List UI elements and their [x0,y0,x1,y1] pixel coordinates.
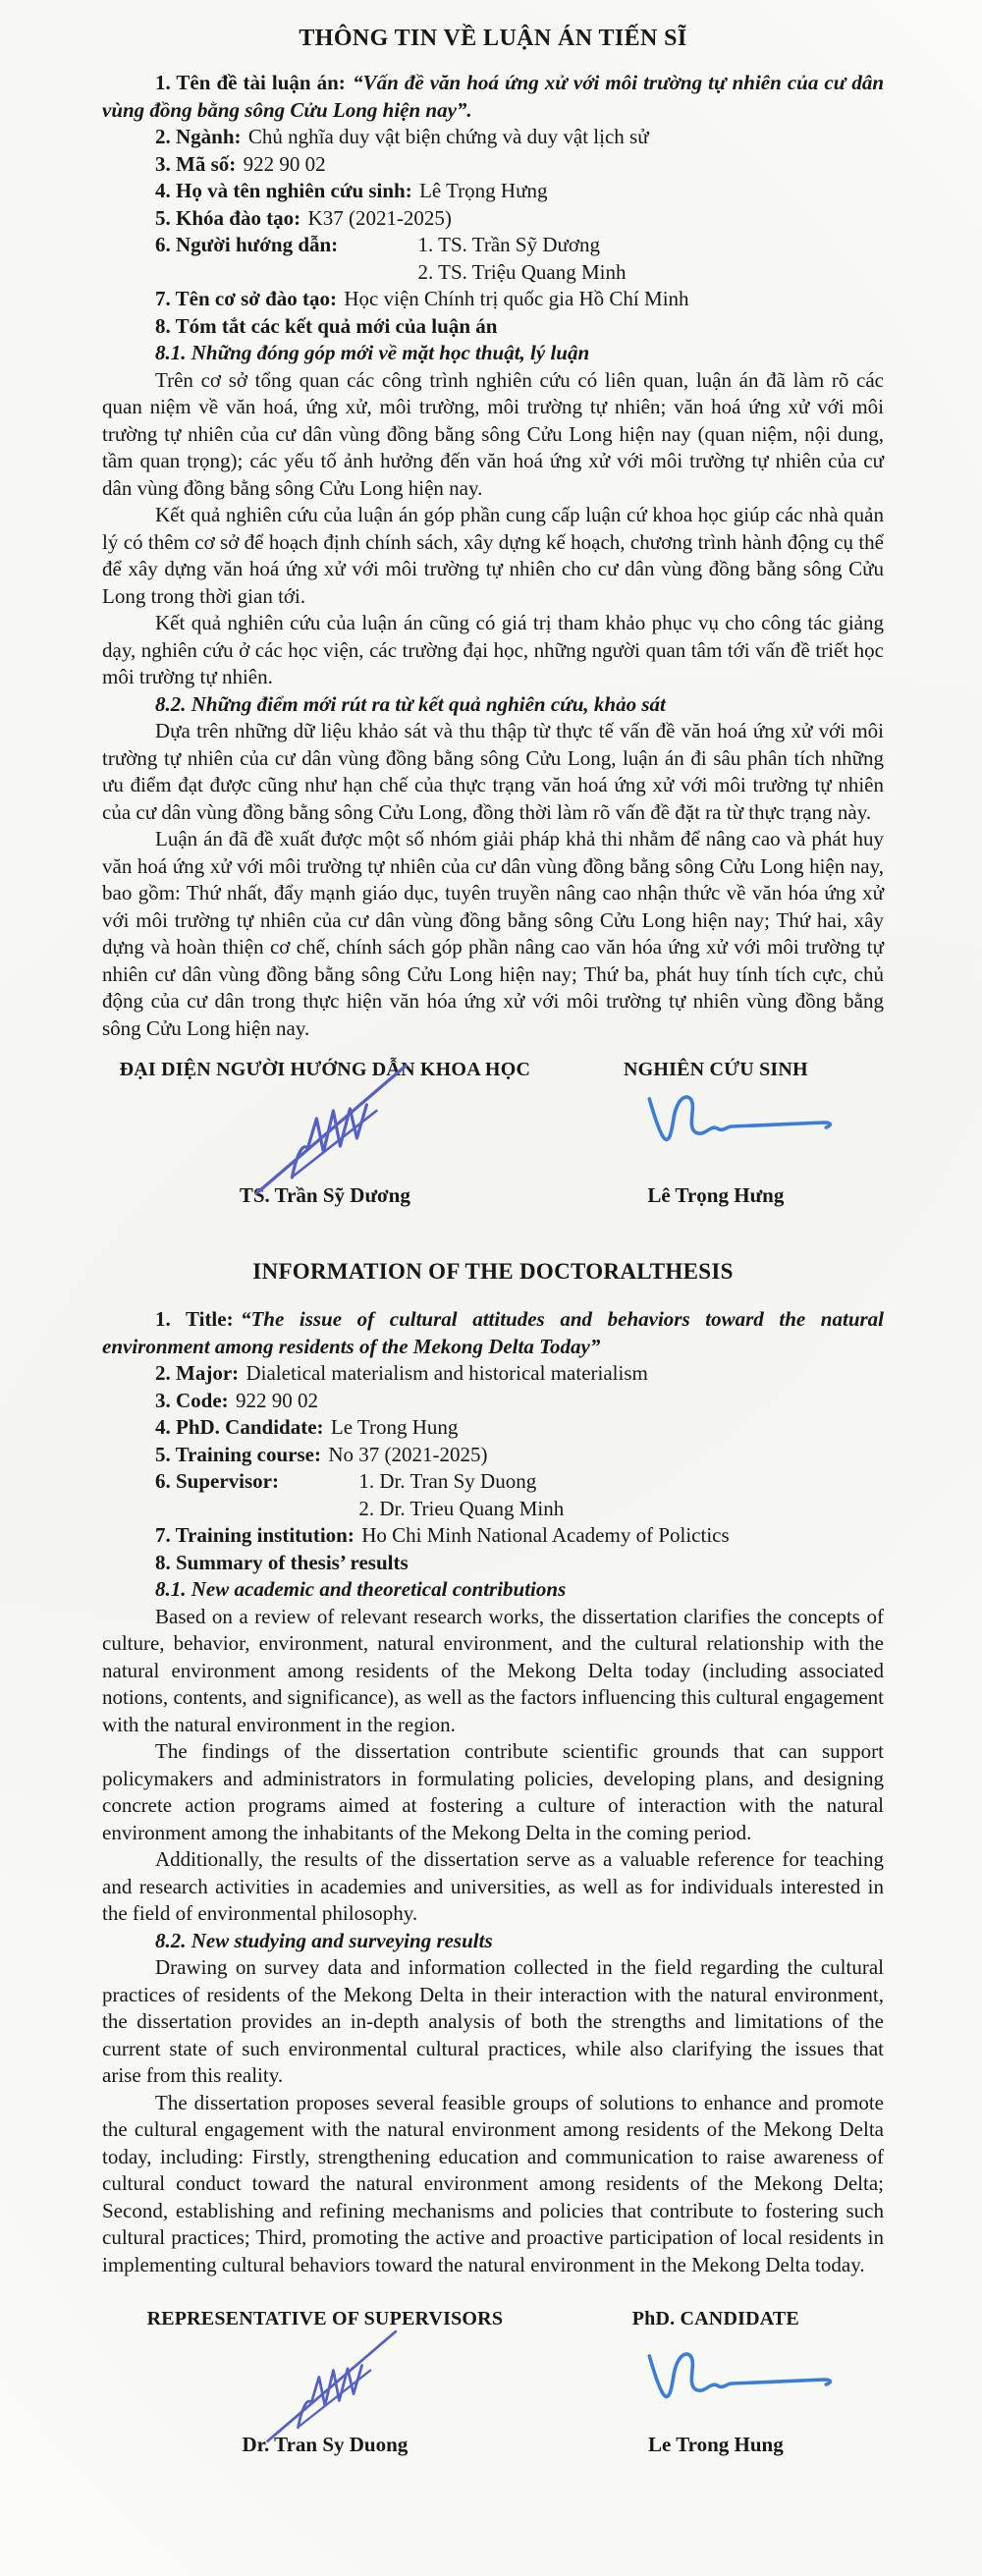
vi-paragraph: Luận án đã đề xuất được một số nhóm giải pháp khả thi nhằm để nâng cao và phát huy văn hoá ứng xử với môi trường tự nhiên của cư dân vùng đồng bằng sông Cửu Long hiện nay, bao gồm: Thứ nhất, đẩy mạnh giáo dục, tuyên truyền nâng cao nhận thức về văn hóa ứng xử với môi trường tự nhiên của cư dân vùng đồng bằng sông Cửu Long hiện nay; Thứ hai, xây dựng và hoàn thiện cơ chế, chính sách góp phần nâng cao văn hóa ứng xử với môi trường tự nhiên cư dân vùng đồng bằng sông Cửu Long hiện nay; Thứ ba, phát huy tính tích cực, chủ động của cư dân trong thực hiện văn hóa ứng xử với môi trường tự nhiên vùng đồng bằng sông Cửu Long hiện nay. [102,827,884,1040]
supervisor-lines [305,1468,564,1522]
vi-paragraph: Dựa trên những dữ liệu khảo sát và thu thập từ thực tế vấn đề văn hoá ứng xử với môi trường tự nhiên của cư dân vùng đồng bằng sông Cửu Long, luận án đi sâu phân tích những ưu điểm đạt được cũng như hạn chế của thực trạng văn hoá ứng xử với môi trường tự nhiên của cư dân vùng đồng bằng sông Cửu Long, đồng thời làm rõ vấn đề đặt ra từ thực trạng này. [102,719,884,824]
field-label: 1. Tên đề tài luận án: [155,71,346,94]
en-signature-block [102,2308,884,2457]
candidate-signature-area [548,2330,884,2433]
vi-subheading-8-1 [102,340,884,367]
vietnamese-section [102,0,884,1208]
signature-labels-row [102,1059,884,1081]
en-subheading-8-2 [102,1928,884,1955]
field-value: 922 90 02 [243,151,326,176]
vi-subheading-8-2 [102,691,884,719]
supervisor-2: 2. Dr. Trieu Quang Minh [358,1496,565,1520]
supervisor-name: TS. Trần Sỹ Dương [239,1183,410,1207]
field-value: K37 (2021-2025) [307,205,452,230]
en-paragraph: Additionally, the results of the dissertation serve as a valuable reference for teaching and research activities in academies and universities, as well as for individuals interested in the field of environmental philosophy. [102,1847,884,1925]
field-label: 2. Ngành: [155,125,242,148]
en-field-code [102,1388,884,1415]
subsection-heading: 8.1. New academic and theoretical contributions [155,1577,567,1601]
supervisor-signature-area [102,1081,548,1183]
vi-summary-heading [102,313,884,341]
english-section [102,1259,884,2487]
section-heading: 8. Summary of thesis’ results [155,1550,409,1574]
en-field-major [102,1360,884,1388]
vi-document-title: THÔNG TIN VỀ LUẬN ÁN TIẾN SĨ [299,26,687,51]
thesis-title-value: “Vấn đề văn hoá ứng xử với môi trường tự nhiên của cư dân vùng đồng bằng sông Cửu Long hiện nay”. [102,71,884,122]
subsection-heading: 8.1. Những đóng góp mới về mặt học thuật, lý luận [155,341,590,364]
field-value: Lê Trọng Hưng [419,179,548,202]
candidate-signature-icon [635,2344,846,2421]
signature-ink-row [102,1081,884,1183]
vi-body [102,70,884,1042]
field-label: 2. Major: [155,1361,240,1385]
subsection-heading: 8.2. New studying and surveying results [155,1928,493,1952]
en-field-course [102,1442,884,1469]
field-value: Học viện Chính trị quốc gia Hồ Chí Minh [344,287,689,310]
field-value: Chủ nghĩa duy vật biện chứng và duy vật lịch sử [247,125,649,148]
en-paragraph: Drawing on survey data and information collected in the field regarding the cultural practices of residents of the Mekong Delta in their interaction with the natural environment, the dissertation provides an in-depth analysis of both the strengths and limitations of the current state of such environmental cultural practices, while also clarifying the issues that arise from this reality. [102,1955,884,2087]
field-label: 3. Code: [155,1388,229,1412]
en-field-supervisors [102,1468,884,1522]
supervisor-lines [365,232,627,286]
bottom-margin [102,2457,884,2487]
signature-names-row [102,1183,884,1208]
signature-labels-row [102,2308,884,2330]
field-label: 5. Training course: [155,1442,321,1466]
field-label: 4. Họ và tên nghiên cứu sinh: [155,179,412,202]
en-summary-heading [102,1550,884,1577]
thesis-title-value: “The issue of cultural attitudes and behaviors toward the natural environment among residents of the Mekong Delta Today” [102,1307,885,1358]
candidate-name: Lê Trọng Hưng [647,1183,785,1207]
field-label: 4. PhD. Candidate: [155,1415,324,1439]
candidate-signature-area [548,1081,884,1183]
field-label: 7. Training institution: [155,1523,355,1547]
field-value: 922 90 02 [236,1388,319,1412]
candidate-name: Le Trong Hung [648,2433,784,2456]
en-field-candidate [102,1414,884,1442]
en-paragraph: The dissertation proposes several feasible groups of solutions to enhance and promote the cultural engagement with the natural environment among residents of the Mekong Delta today, including: Firstly, strengthening education and communication to raise awareness of cultural conduct toward the natural environment among residents of the Mekong Delta; Second, establishing and refining mechanisms and policies that contribute to fostering such cultural practices; Third, promoting the active and proactive participation of local residents in implementing cultural behaviors toward the natural environment in the Mekong Delta today. [102,2090,884,2276]
en-field-institution [102,1522,884,1550]
vi-field-major [102,124,884,151]
field-value: Ho Chi Minh National Academy of Polictics [361,1523,730,1547]
supervisor-1: 1. Dr. Tran Sy Duong [358,1469,537,1493]
supervisor-2: 2. TS. Triệu Quang Minh [417,259,627,284]
en-item-thesis-title [102,1306,884,1360]
vi-item-thesis-title [102,70,884,124]
vi-paragraph: Kết quả nghiên cứu của luận án góp phần cung cấp luận cứ khoa học giúp các nhà quản lý có thêm cơ sở để hoạch định chính sách, xây dựng kế hoạch, chương trình hành động cụ thể để xây dựng văn hoá ứng xử với môi trường tự nhiên cho cư dân vùng đồng bằng sông Cửu Long trong thời gian tới. [102,503,884,608]
vi-field-course [102,205,884,233]
field-label: 6. Supervisor: [155,1469,279,1493]
signature-names-row [102,2433,884,2457]
vi-paragraph: Kết quả nghiên cứu của luận án cũng có giá trị tham khảo phục vụ cho công tác giảng dạy, nghiên cứu ở các học viện, các trường đại học, những người quan tâm tới vấn đề triết học môi trường tự nhiên. [102,611,884,688]
vi-paragraph: Trên cơ sở tổng quan các công trình nghiên cứu có liên quan, luận án đã làm rõ các quan niệm về văn hoá, ứng xử, môi trường, môi trường tự nhiên; văn hoá ứng xử với môi trường tự nhiên của cư dân vùng đồng bằng sông Cửu Long hiện nay (quan niệm, nội dung, tầm quan trọng); các yếu tố ảnh hưởng đến văn hoá ứng xử với môi trường tự nhiên của cư dân vùng đồng bằng sông Cửu Long hiện nay. [102,367,884,500]
vi-field-candidate [102,178,884,205]
vi-field-institution [102,286,884,313]
en-paragraph: Based on a review of relevant research works, the dissertation clarifies the concepts of culture, behavior, environment, natural environment, and the cultural relationship with the natural environment among residents of the Mekong Delta today (including associated notions, contents, and significance), as well as the factors influencing this cultural engagement with the natural environment in the region. [102,1604,884,1736]
en-subheading-8-1 [102,1576,884,1604]
supervisor-signature-icon [250,1060,427,1197]
field-value: Le Trong Hung [330,1415,459,1439]
field-value: No 37 (2021-2025) [328,1442,488,1466]
en-paragraph: The findings of the dissertation contribute scientific grounds that can support policymakers and administrators in formulating policies, developing plans, and designing concrete action programs aimed at fostering a culture of interaction with the natural environment among the inhabitants of the Mekong Delta in the coming period. [102,1739,884,1844]
subsection-heading: 8.2. Những điểm mới rút ra từ kết quả nghiên cứu, khảo sát [155,691,666,716]
candidate-signature-label: NGHIÊN CỨU SINH [623,1059,808,1080]
supervisor-signature-label: ĐẠI DIỆN NGƯỜI HƯỚNG DẪN KHOA HỌC [119,1059,531,1080]
en-document-title: INFORMATION OF THE DOCTORALTHESIS [252,1259,734,1284]
candidate-signature-label: PhD. CANDIDATE [631,2308,799,2329]
vi-signature-block [102,1059,884,1208]
field-value: Dialetical materialism and historical materialism [246,1361,648,1385]
supervisor-signature-icon [254,2327,421,2444]
supervisor-signature-label: REPRESENTATIVE OF SUPERVISORS [146,2308,504,2329]
field-label: 5. Khóa đào tạo: [155,205,301,230]
vi-field-code [102,151,884,179]
supervisor-signature-area [102,2330,548,2433]
supervisor-1: 1. TS. Trần Sỹ Dương [417,233,600,256]
section-heading: 8. Tóm tắt các kết quả mới của luận án [155,313,498,338]
field-label: 7. Tên cơ sở đào tạo: [155,287,338,310]
signature-ink-row [102,2330,884,2433]
field-label: 1. Title: [155,1307,234,1331]
candidate-signature-icon [635,1087,846,1164]
field-label: 6. Người hướng dẫn: [155,233,339,256]
supervisor-name: Dr. Tran Sy Duong [242,2433,409,2456]
en-body [102,1306,884,2278]
field-label: 3. Mã số: [155,151,237,176]
vi-field-supervisors [102,232,884,286]
